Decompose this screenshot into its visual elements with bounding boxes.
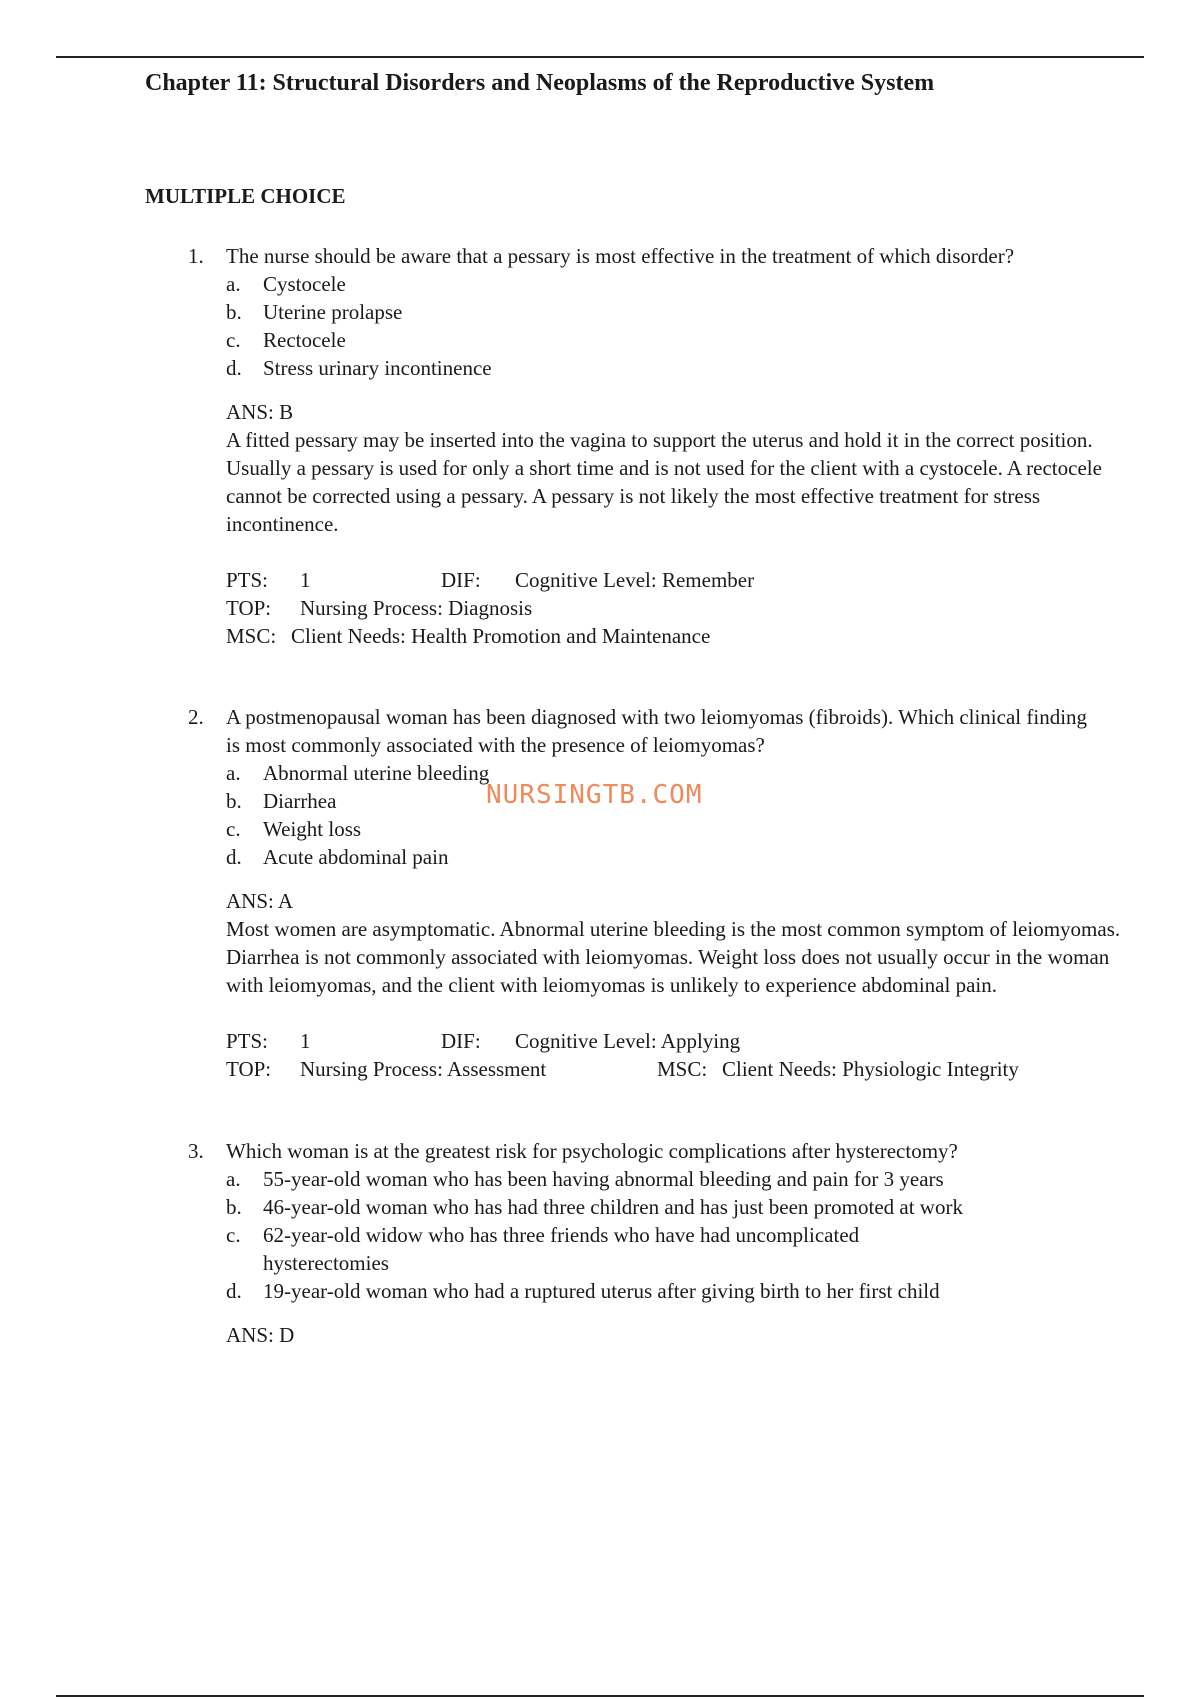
page-title: Chapter 11: Structural Disorders and Neoplasms of the Reproductive System — [145, 70, 935, 96]
option-list — [226, 1165, 1126, 1305]
question-body — [226, 1137, 1126, 1349]
question-meta — [226, 1027, 1126, 1083]
dif-value: Cognitive Level: Remember — [515, 568, 755, 592]
question-number: 2. — [188, 705, 204, 729]
option-a: a. Cystocele — [226, 272, 346, 296]
top-label: TOP: — [226, 596, 272, 620]
top-value: Nursing Process: Diagnosis — [300, 596, 533, 620]
option-b: b. Diarrhea — [226, 789, 337, 813]
question-body — [226, 703, 1126, 1083]
option-a: a. 55-year-old woman who has been having abnormal bleeding and pain for 3 years — [226, 1167, 944, 1191]
question-stem: A postmenopausal woman has been diagnosed with two leiomyomas (fibroids). Which clinical finding is most commonly associated with the presence of leiomyomas? — [226, 705, 1088, 757]
question-stem: Which woman is at the greatest risk for psychologic complications after hysterectomy? — [226, 1139, 958, 1163]
option-c: c. Rectocele — [226, 328, 346, 352]
msc-label: MSC: — [657, 1057, 708, 1081]
bottom-rule — [56, 1695, 1144, 1697]
answer-key: ANS: B — [226, 400, 294, 424]
question-number: 3. — [188, 1139, 204, 1163]
dif-label: DIF: — [441, 1029, 481, 1053]
msc-label: MSC: — [226, 624, 277, 648]
option-d: d. 19-year-old woman who had a ruptured uterus after giving birth to her first child — [226, 1279, 940, 1303]
answer-key: ANS: A — [226, 889, 294, 913]
question-stem: The nurse should be aware that a pessary is most effective in the treatment of which disorder? — [226, 244, 1015, 268]
msc-value: Client Needs: Physiologic Integrity — [722, 1057, 1019, 1081]
option-list — [226, 270, 1126, 382]
question-number: 1. — [188, 244, 204, 268]
dif-label: DIF: — [441, 568, 481, 592]
top-label: TOP: — [226, 1057, 272, 1081]
msc-value: Client Needs: Health Promotion and Maintenance — [291, 624, 711, 648]
watermark-logo — [486, 780, 703, 810]
pts-label: PTS: — [226, 568, 269, 592]
option-c: c. 62-year-old widow who has three friends who have had uncomplicated hysterectomies — [226, 1223, 860, 1275]
option-a: a. Abnormal uterine bleeding — [226, 761, 490, 785]
dif-value: Cognitive Level: Applying — [515, 1029, 741, 1053]
question-body — [226, 242, 1126, 650]
pts-value: 1 — [300, 568, 311, 592]
pts-value: 1 — [300, 1029, 311, 1053]
question-meta — [226, 566, 1126, 650]
option-d: d. Stress urinary incontinence — [226, 356, 492, 380]
answer-key: ANS: D — [226, 1323, 295, 1347]
pts-label: PTS: — [226, 1029, 269, 1053]
option-b: b. Uterine prolapse — [226, 300, 403, 324]
option-b: b. 46-year-old woman who has had three children and has just been promoted at work — [226, 1195, 963, 1219]
top-rule — [56, 56, 1144, 58]
rationale: Most women are asymptomatic. Abnormal uterine bleeding is the most common symptom of leiomyomas. Diarrhea is not commonly associated with leiomyomas. Weight loss does not usually occur in the woman with leiomyomas, and the client with leiomyomas is unlikely to experience abdominal pain. — [226, 917, 1121, 997]
option-d: d. Acute abdominal pain — [226, 845, 449, 869]
watermark-text: NURSINGTB.COM — [486, 780, 703, 810]
top-value: Nursing Process: Assessment — [300, 1057, 547, 1081]
option-list — [226, 759, 1126, 871]
rationale: A fitted pessary may be inserted into the vagina to support the uterus and hold it in the correct position. Usually a pessary is used for only a short time and is not used for the client with a cystocele. A rectocele cannot be corrected using a pessary. A pessary is not likely the most effective treatment for stress incontinence. — [226, 428, 1102, 536]
section-heading: MULTIPLE CHOICE — [145, 184, 346, 208]
option-c: c. Weight loss — [226, 817, 362, 841]
